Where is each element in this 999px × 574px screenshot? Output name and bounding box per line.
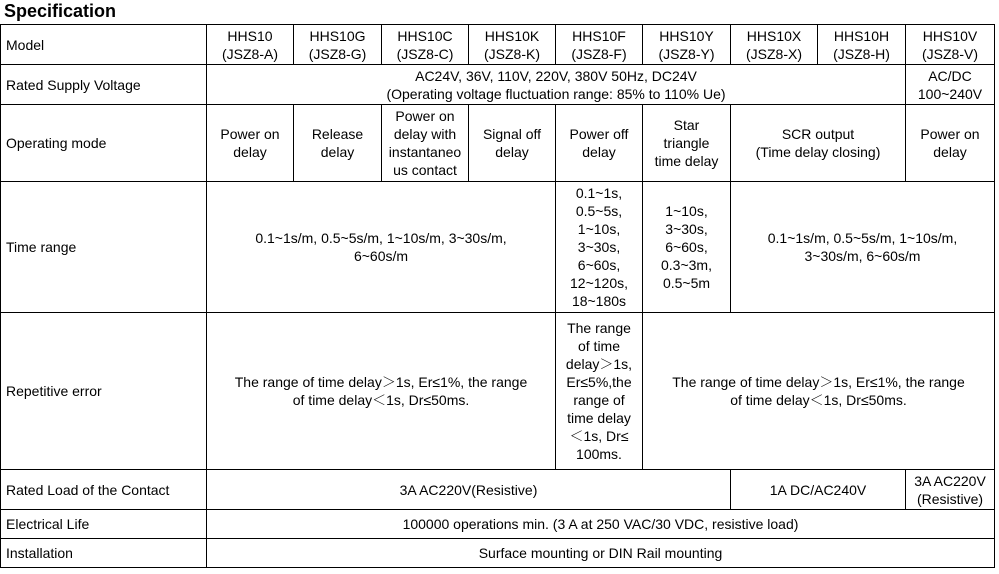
row-operating-mode xyxy=(1,105,995,182)
row-voltage xyxy=(1,65,995,105)
model-cell-k: HHS10K (JSZ8-K) xyxy=(469,25,556,65)
installation-cell: Surface mounting or DIN Rail mounting xyxy=(207,539,995,568)
voltage-v-cell: AC/DC 100~240V xyxy=(906,65,995,105)
row-label-model: Model xyxy=(1,25,207,65)
mode-cell-x-h: SCR output (Time delay closing) xyxy=(731,105,906,182)
row-rated-load xyxy=(1,470,995,510)
model-cell-h: HHS10H (JSZ8-H) xyxy=(818,25,906,65)
load-x-h-cell: 1A DC/AC240V xyxy=(731,470,906,510)
time-range-f-cell: 0.1~1s, 0.5~5s, 1~10s, 3~30s, 6~60s, 12~120s, 18~180s xyxy=(556,182,643,313)
row-installation xyxy=(1,539,995,568)
time-range-a-k-cell: 0.1~1s/m, 0.5~5s/m, 1~10s/m, 3~30s/m, 6~60s/m xyxy=(207,182,556,313)
electrical-life-cell: 100000 operations min. (3 A at 250 VAC/30 VDC, resistive load) xyxy=(207,510,995,539)
row-repetitive-error xyxy=(1,313,995,470)
row-model xyxy=(1,25,995,65)
error-y-v-cell: The range of time delay＞1s, Er≤1%, the range of time delay＜1s, Dr≤50ms. xyxy=(643,313,995,470)
mode-cell-g: Release delay xyxy=(294,105,382,182)
model-cell-c: HHS10C (JSZ8-C) xyxy=(382,25,469,65)
time-range-y-cell: 1~10s, 3~30s, 6~60s, 0.3~3m, 0.5~5m xyxy=(643,182,731,313)
page-title: Specification xyxy=(4,1,117,21)
row-label-electrical-life: Electrical Life xyxy=(1,510,207,539)
row-label-operating-mode: Operating mode xyxy=(1,105,207,182)
mode-cell-f: Power off delay xyxy=(556,105,643,182)
row-label-installation: Installation xyxy=(1,539,207,568)
row-time-range xyxy=(1,182,995,313)
specification-table xyxy=(0,24,995,568)
model-cell-g: HHS10G (JSZ8-G) xyxy=(294,25,382,65)
model-cell-v: HHS10V (JSZ8-V) xyxy=(906,25,995,65)
mode-cell-v: Power on delay xyxy=(906,105,995,182)
row-label-time-range: Time range xyxy=(1,182,207,313)
row-electrical-life xyxy=(1,510,995,539)
row-label-rated-load: Rated Load of the Contact xyxy=(1,470,207,510)
model-cell-a: HHS10 (JSZ8-A) xyxy=(207,25,294,65)
voltage-main-cell: AC24V, 36V, 110V, 220V, 380V 50Hz, DC24V (Operating voltage fluctuation range: 85% to 110% Ue) xyxy=(207,65,906,105)
model-cell-f: HHS10F (JSZ8-F) xyxy=(556,25,643,65)
model-cell-x: HHS10X (JSZ8-X) xyxy=(731,25,818,65)
mode-cell-y: Star triangle time delay xyxy=(643,105,731,182)
error-f-cell: The range of time delay＞1s, Er≤5%,the range of time delay ＜1s, Dr≤ 100ms. xyxy=(556,313,643,470)
mode-cell-c: Power on delay with instantaneo us contact xyxy=(382,105,469,182)
time-range-x-v-cell: 0.1~1s/m, 0.5~5s/m, 1~10s/m, 3~30s/m, 6~60s/m xyxy=(731,182,995,313)
row-label-voltage: Rated Supply Voltage xyxy=(1,65,207,105)
model-cell-y: HHS10Y (JSZ8-Y) xyxy=(643,25,731,65)
load-a-y-cell: 3A AC220V(Resistive) xyxy=(207,470,731,510)
load-v-cell: 3A AC220V (Resistive) xyxy=(906,470,995,510)
mode-cell-k: Signal off delay xyxy=(469,105,556,182)
mode-cell-a: Power on delay xyxy=(207,105,294,182)
row-label-repetitive-error: Repetitive error xyxy=(1,313,207,470)
error-a-k-cell: The range of time delay＞1s, Er≤1%, the range of time delay＜1s, Dr≤50ms. xyxy=(207,313,556,470)
